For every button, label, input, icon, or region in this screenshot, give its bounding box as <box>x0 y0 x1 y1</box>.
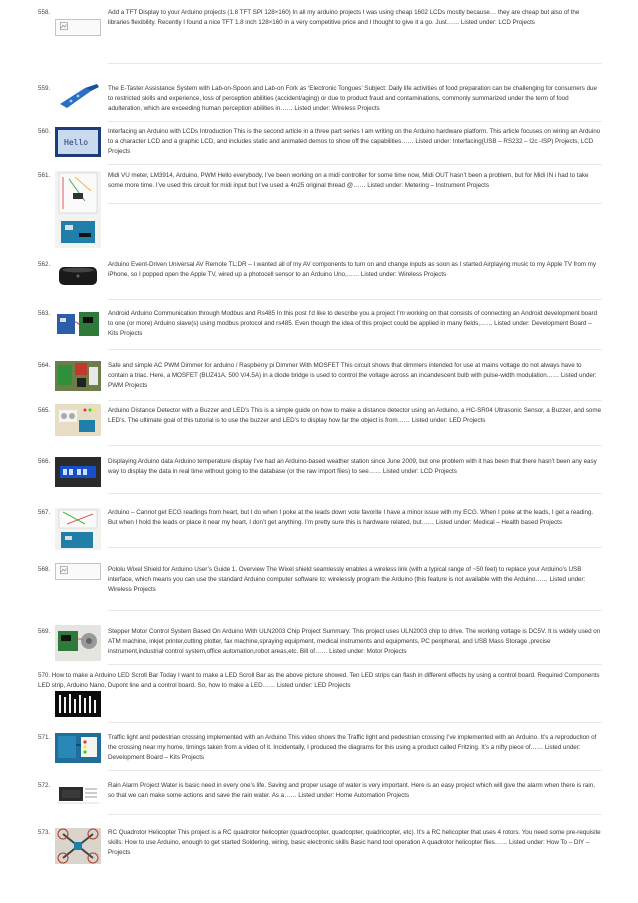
entry-number: 569. <box>38 628 51 635</box>
divider <box>108 445 602 446</box>
entry-number: 572. <box>38 782 51 789</box>
entry-number: 564. <box>38 362 51 369</box>
breadboard-circuit-thumbnail[interactable] <box>55 171 101 248</box>
divider <box>108 63 602 64</box>
entry-description[interactable]: Displaying Arduino data Arduino temperature display I’ve had an Arduino-based weather station since June 2009, but one problem with it has been that there hasn’t been any easy way to display the data in real time without going to the database (or the raw import files) to see…… Listed under: LCD Projects <box>108 458 597 476</box>
entry-description[interactable]: Pololu Wixel Shield for Arduino User’s Guide 1. Overview The Wixel shield seamlessly enables a wireless link (with a typical range of ~50 feet) to replace your Arduino’s USB interface, which means you can use the standard Arduino computer software to: wirelessly program the Arduino (this feature is not available with the Arduino…… Listed under: Wireless Projects <box>108 566 586 594</box>
divider <box>108 121 602 122</box>
divider <box>108 299 602 300</box>
entry-number: 563. <box>38 310 51 317</box>
blue-tongue-device-thumbnail[interactable] <box>55 82 101 110</box>
divider <box>108 547 602 548</box>
entry-number: 571. <box>38 734 51 741</box>
entry-number: 570. <box>38 672 51 679</box>
entry-text[interactable]: How to make a Arduino LED Scroll Bar Today I want to make a LED Scroll Bar as the above picture showed. Ten LED strips can flash in different effects by using a control board. Required Components LED strip, Arduino Nano, Dupont line and a control board. So, how to make a LED…… Listed under: LED Projects <box>38 672 600 690</box>
entry-description[interactable]: The E-Taster Assistance System with Lab-on-Spoon and Lab-on Fork as ‘Electronic Tongues’ Subject: Daily life activities of food preparation can be challenging for consumers due to restricted skills and experience, loss of perception abilities (accident/aging) or due to product fraud and contaminations, commonly summarized under the term of food adulteration, which are exceeding human perception abilities in…… Listed under: Wireless Projects <box>108 85 597 113</box>
entry-number: 567. <box>38 509 51 516</box>
divider <box>108 349 602 350</box>
entry-description[interactable]: Add a TFT Display to your Arduino projects (1.8 TFT SPI 128×160) In all my arduino projects I was using cheap 1602 LCDs mostly because… they are cheap but also of the libraries flexibility. Recently I found a nice TFT 1.8 inch 128×160 in a very competitive price and I thought to give it a go. Just…… Listed under: LCD Projects <box>108 9 580 27</box>
broken-image-icon[interactable] <box>55 19 101 36</box>
svg-text:Hello: Hello <box>64 138 89 147</box>
entry-description[interactable]: Arduino Distance Detector with a Buzzer and LED’s This is a simple guide on how to make a distance detector using an Arduino, a HC-SR04 Ultrasonic Sensor, a Buzzer, and some LED’s. The ultimate goal of this tutorial is to use the buzzer and LED’s to display how far the object is from…… Listed under: LED Projects <box>108 407 602 425</box>
modbus-boards-thumbnail[interactable] <box>55 309 101 339</box>
entry-description[interactable]: Traffic light and pedestrian crossing implemented with an Arduino This video shows the Traffic light and pedestrian crossing I’ve implemented with an Arduino. It’s a reproduction of the crossing near my home, timings taken from a video of it. Incidentally, I produced the diagrams for this using a product called Fritzing. It’s a nifty piece of…… Listed under: Development Board – Kits Projects <box>108 734 597 762</box>
divider <box>108 493 602 494</box>
entry-description[interactable]: RC Quadrotor Helicopter This project is a RC quadrotor helicopter (quadrocopter, quadcopter, quadricopter, etc). It’s a RC helicopter that uses 4 rotors. You need some pre-requisite skills: How to use Arduino, enough to get started Soldering, wiring, basic electronic skills Basic hand tool operation A quadrotor helicopter flies…… Listed under: How To – DIY – Projects <box>108 829 601 857</box>
apple-tv-box-thumbnail[interactable] <box>55 260 101 290</box>
entry-description[interactable] <box>38 671 606 691</box>
broken-image-icon[interactable] <box>55 563 101 580</box>
entry-description[interactable]: Safe and simple AC PWM Dimmer for arduino / Raspberry pi Dimmer With MOSFET This circuit shows that dimmers intended for use at mains voltage do not always have to contain a triac. Here, a MOSFET (BUZ41A, 500 V/4.5A) in a diode bridge is used to control the voltage across an incandescent bulb with pulse-width modulation…… Listed under: PWM Projects <box>108 362 597 390</box>
dimmer-pcb-thumbnail[interactable] <box>55 361 101 391</box>
temperature-display-thumbnail[interactable] <box>55 457 101 487</box>
entry-description[interactable]: Rain Alarm Project Water is basic need in every one’s life. Saving and proper usage of water is very important. Here is an easy project which will give the alarm when there is rain, so that we can make some actions and save the rain water. As a…… Listed under: Home Automation Projects <box>108 782 595 800</box>
entry-description[interactable]: Arduino Event-Driven Universal AV Remote TL;DR – I wanted all of my AV components to turn on and change inputs as soon as I started Airplaying music to my Apple TV from my iPhone, so I popped open the Apple TV, wired up a photocell sensor to an Arduino Uno,…… Listed under: Wireless Projects <box>108 261 596 279</box>
divider <box>108 610 602 611</box>
divider <box>108 400 602 401</box>
divider <box>108 664 602 665</box>
entry-number: 565. <box>38 407 51 414</box>
entry-number: 573. <box>38 829 51 836</box>
divider <box>108 722 602 723</box>
rain-alarm-thumbnail[interactable] <box>55 781 101 809</box>
entry-number: 562. <box>38 261 51 268</box>
entry-number: 568. <box>38 566 51 573</box>
ecg-breadboard-thumbnail[interactable] <box>55 508 101 550</box>
traffic-light-thumbnail[interactable] <box>55 733 101 763</box>
entry-description[interactable]: Stepper Motor Control System Based On Arduino With ULN2003 Chip Project Summary: This project uses ULN2003 chip to drive. The working voltage is DC5V. It is widely used on ATM machine, inkjet printer,cutting plotter, fax machine,spraying equipment, medical instruments and equipments, PC peripheral, and USB Mass Storage ,precise instrument,industrial control system,office automation,robot areas,etc. Bill of…… Listed under: Motor Projects <box>108 628 601 656</box>
led-scroll-bar-thumbnail[interactable] <box>55 691 101 717</box>
entry-description[interactable]: Arduino – Cannot get ECG readings from heart, but I do when I poke at the leads down vote favorite I have a minor issue with my ECG. When I poke at the leads, I get a reading. But when I hold the leads or place it near my heart, I don’t get anything. I’m pretty sure this is hardware related, but…… Listed under: Medical – Health based Projects <box>108 509 594 527</box>
entry-number: 558. <box>38 9 51 16</box>
quadrotor-thumbnail[interactable] <box>55 828 101 864</box>
distance-detector-thumbnail[interactable] <box>55 404 101 436</box>
entry-description[interactable]: Midi VU meter, LM3914, Arduino, PWM Hello everybody, I’ve been working on a midi controller for some time now, Midi OUT hasn’t been a problem, but for Midi IN i had to take some more time. I’ve used this circuit for midi input but I’ve used a 4n25 original thread @…… Listed under: Metering – Instrument Projects <box>108 172 589 190</box>
entry-number: 559. <box>38 85 51 92</box>
divider <box>108 203 602 204</box>
entry-number: 566. <box>38 458 51 465</box>
entry-number: 560. <box>38 128 51 135</box>
entry-description[interactable]: Interfacing an Arduino with LCDs Introduction This is the second article in a three part series I am writing on the Arduino hardware platform. This article focuses on wiring an Arduino to a character LCD and a graphic LCD, and includes static and animated demos to show off the capabilities…… Listed under: Interfacing(USB – RS232 – I2c -ISP) Projects, LCD Projects <box>108 128 601 156</box>
entry-description[interactable]: Android Arduino Communication through Modbus and Rs485 In this post I’d like to describe you a project I’m working on that consists of connecting an Android development board to one (or more) Arduino slave(s) using modbus protocol and rs485. Even though the idea of this project could be applied in many fields,…… Listed under: Development Board – Kits Projects <box>108 310 598 338</box>
divider <box>108 770 602 771</box>
divider <box>108 164 602 165</box>
divider <box>108 814 602 815</box>
entry-number: 561. <box>38 172 51 179</box>
stepper-controller-thumbnail[interactable] <box>55 625 101 661</box>
graphic-lcd-thumbnail[interactable] <box>55 127 101 157</box>
